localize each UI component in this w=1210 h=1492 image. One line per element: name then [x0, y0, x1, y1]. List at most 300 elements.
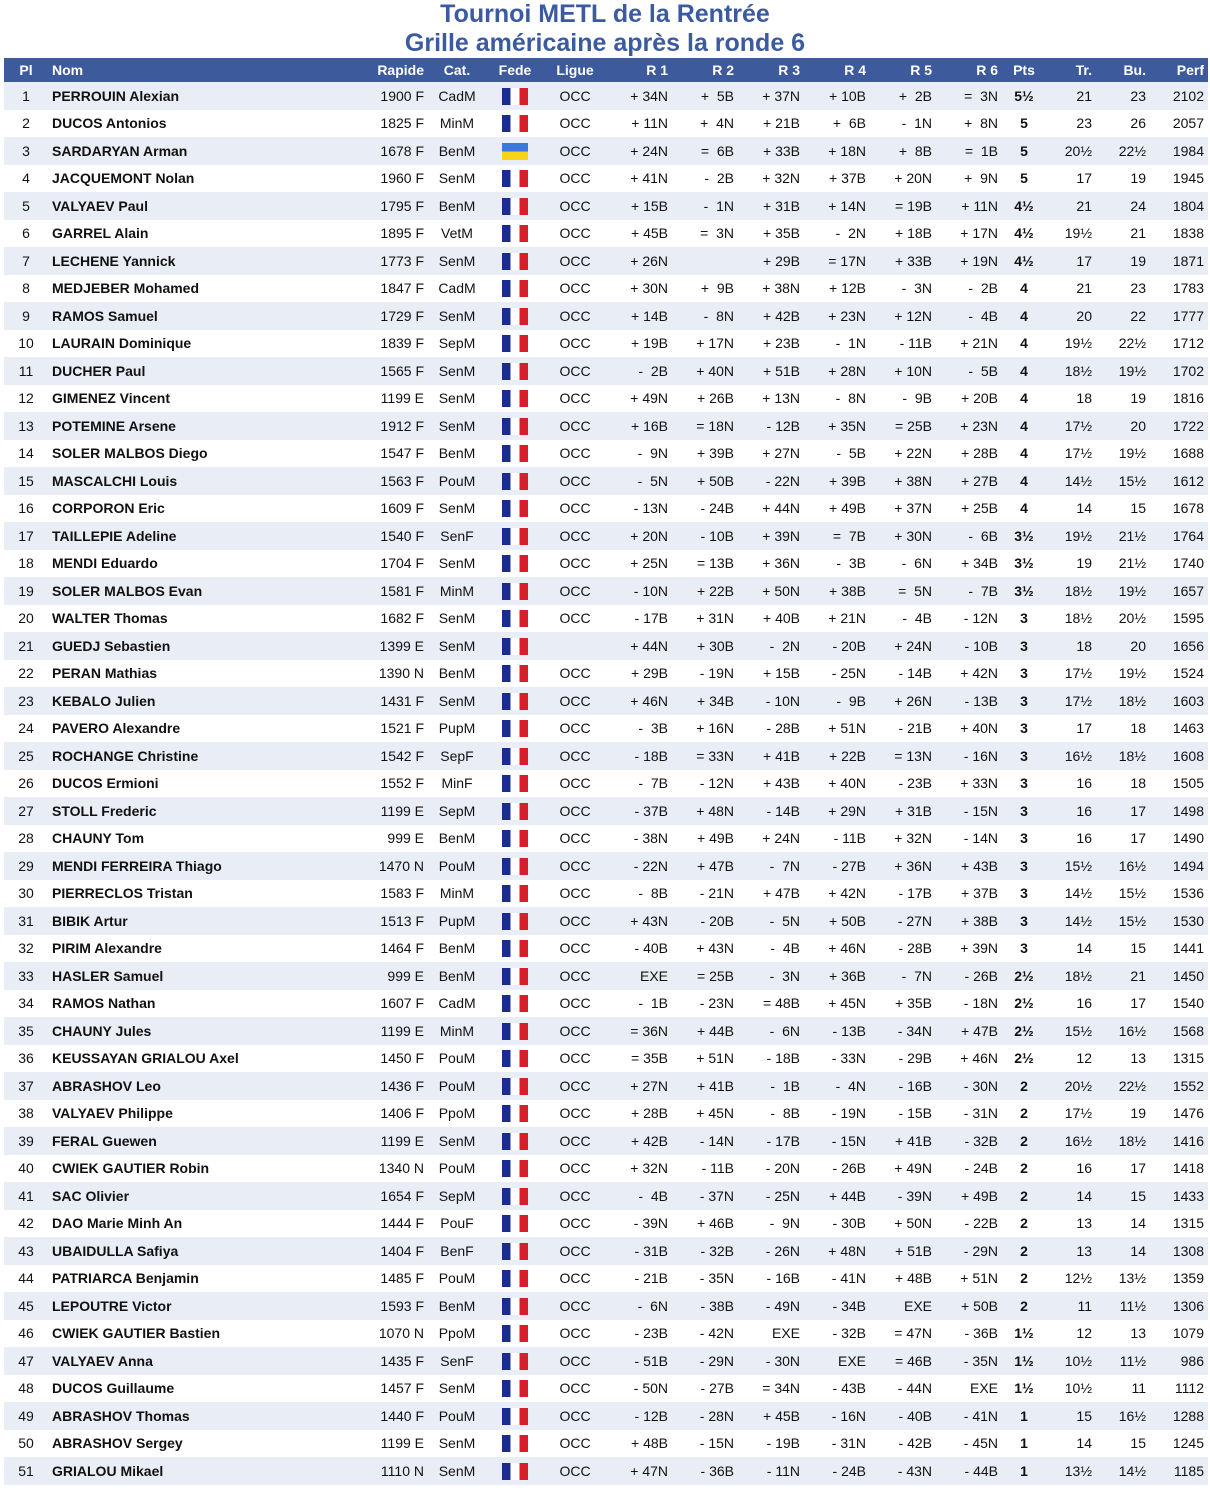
- performance-cell: 2057: [1150, 110, 1208, 138]
- name-cell: BIBIK Artur: [48, 907, 344, 935]
- tiebreak-bu-cell: 21½: [1096, 550, 1150, 578]
- table-row: [4, 1457, 1208, 1485]
- france-flag-icon: [502, 363, 528, 380]
- performance-cell: 1540: [1150, 990, 1208, 1018]
- performance-cell: 1871: [1150, 247, 1208, 275]
- round-6-cell: + 46N: [936, 1045, 1002, 1073]
- round-3-cell: + 36N: [738, 550, 804, 578]
- league-cell: OCC: [544, 990, 606, 1018]
- round-2-cell: + 49B: [672, 825, 738, 853]
- federation-cell: [486, 605, 544, 633]
- category-cell: SenM: [428, 495, 486, 523]
- tiebreak-bu-cell: 26: [1096, 110, 1150, 138]
- round-1-cell: - 17B: [606, 605, 672, 633]
- round-5-cell: - 3N: [870, 275, 936, 303]
- category-cell: BenM: [428, 1292, 486, 1320]
- rating-cell: 1609 F: [344, 495, 428, 523]
- rating-cell: 1583 F: [344, 880, 428, 908]
- table-row: [4, 220, 1208, 248]
- round-3-cell: + 29B: [738, 247, 804, 275]
- federation-cell: [486, 935, 544, 963]
- table-row: [4, 632, 1208, 660]
- col-header-nom[interactable]: Nom: [48, 58, 344, 82]
- col-header-bu[interactable]: Bu.: [1096, 58, 1150, 82]
- rank-cell: 4: [4, 165, 48, 193]
- category-cell: SenF: [428, 1347, 486, 1375]
- round-3-cell: + 44N: [738, 495, 804, 523]
- category-cell: BenM: [428, 825, 486, 853]
- france-flag-icon: [502, 1353, 528, 1370]
- points-cell: 4: [1002, 385, 1046, 413]
- france-flag-icon: [502, 583, 528, 600]
- league-cell: OCC: [544, 1237, 606, 1265]
- round-2-cell: + 9B: [672, 275, 738, 303]
- tiebreak-tr-cell: 18½: [1046, 962, 1096, 990]
- round-3-cell: - 9N: [738, 1210, 804, 1238]
- performance-cell: 1568: [1150, 1017, 1208, 1045]
- federation-cell: [486, 467, 544, 495]
- points-cell: 1: [1002, 1430, 1046, 1458]
- round-2-cell: + 43N: [672, 935, 738, 963]
- performance-cell: 1740: [1150, 550, 1208, 578]
- round-4-cell: + 51N: [804, 715, 870, 743]
- points-cell: 2: [1002, 1210, 1046, 1238]
- performance-cell: 1612: [1150, 467, 1208, 495]
- federation-cell: [486, 1237, 544, 1265]
- tiebreak-tr-cell: 12: [1046, 1045, 1096, 1073]
- round-4-cell: + 22B: [804, 742, 870, 770]
- category-cell: CadM: [428, 82, 486, 110]
- round-1-cell: + 24N: [606, 137, 672, 165]
- league-cell: OCC: [544, 852, 606, 880]
- table-row: [4, 935, 1208, 963]
- round-6-cell: - 31N: [936, 1100, 1002, 1128]
- tiebreak-tr-cell: 16: [1046, 797, 1096, 825]
- name-cell: CWIEK GAUTIER Bastien: [48, 1320, 344, 1348]
- france-flag-icon: [502, 968, 528, 985]
- tiebreak-tr-cell: 18½: [1046, 577, 1096, 605]
- points-cell: 4: [1002, 412, 1046, 440]
- points-cell: 5: [1002, 137, 1046, 165]
- col-header-rapide[interactable]: Rapide: [344, 58, 428, 82]
- round-4-cell: - 5B: [804, 440, 870, 468]
- tiebreak-bu-cell: 18½: [1096, 1127, 1150, 1155]
- round-1-cell: - 37B: [606, 797, 672, 825]
- table-row: [4, 880, 1208, 908]
- rating-cell: 1547 F: [344, 440, 428, 468]
- tiebreak-tr-cell: 17½: [1046, 412, 1096, 440]
- rating-cell: 1900 F: [344, 82, 428, 110]
- name-cell: CHAUNY Tom: [48, 825, 344, 853]
- category-cell: SenM: [428, 385, 486, 413]
- category-cell: PouF: [428, 1210, 486, 1238]
- round-1-cell: - 38N: [606, 825, 672, 853]
- round-3-cell: + 47B: [738, 880, 804, 908]
- name-cell: KEBALO Julien: [48, 687, 344, 715]
- round-2-cell: - 8N: [672, 302, 738, 330]
- rank-cell: 39: [4, 1127, 48, 1155]
- tiebreak-tr-cell: 17: [1046, 165, 1096, 193]
- performance-cell: 1112: [1150, 1375, 1208, 1403]
- france-flag-icon: [502, 693, 528, 710]
- rank-cell: 51: [4, 1457, 48, 1485]
- round-3-cell: - 20N: [738, 1155, 804, 1183]
- col-header-pl[interactable]: Pl: [4, 58, 48, 82]
- rank-cell: 41: [4, 1182, 48, 1210]
- round-2-cell: - 32B: [672, 1237, 738, 1265]
- category-cell: CadM: [428, 275, 486, 303]
- round-6-cell: - 14N: [936, 825, 1002, 853]
- points-cell: 4: [1002, 330, 1046, 358]
- tiebreak-bu-cell: 15: [1096, 1430, 1150, 1458]
- table-row: [4, 1292, 1208, 1320]
- name-cell: PERAN Mathias: [48, 660, 344, 688]
- tiebreak-bu-cell: 16½: [1096, 852, 1150, 880]
- league-cell: OCC: [544, 1127, 606, 1155]
- rank-cell: 28: [4, 825, 48, 853]
- tiebreak-bu-cell: 24: [1096, 192, 1150, 220]
- rank-cell: 7: [4, 247, 48, 275]
- round-5-cell: - 16B: [870, 1072, 936, 1100]
- round-2-cell: - 24B: [672, 495, 738, 523]
- league-cell: OCC: [544, 1265, 606, 1293]
- performance-cell: 1524: [1150, 660, 1208, 688]
- rating-cell: 1450 F: [344, 1045, 428, 1073]
- league-cell: OCC: [544, 1347, 606, 1375]
- points-cell: 1: [1002, 1402, 1046, 1430]
- tiebreak-tr-cell: 23: [1046, 110, 1096, 138]
- round-3-cell: EXE: [738, 1320, 804, 1348]
- round-5-cell: - 42B: [870, 1430, 936, 1458]
- performance-cell: 1418: [1150, 1155, 1208, 1183]
- col-header-cat[interactable]: Cat.: [428, 58, 486, 82]
- tiebreak-bu-cell: 23: [1096, 275, 1150, 303]
- performance-cell: 1315: [1150, 1210, 1208, 1238]
- round-3-cell: + 32N: [738, 165, 804, 193]
- round-5-cell: = 46B: [870, 1347, 936, 1375]
- federation-cell: [486, 907, 544, 935]
- league-cell: OCC: [544, 385, 606, 413]
- table-row: [4, 1430, 1208, 1458]
- france-flag-icon: [502, 555, 528, 572]
- round-3-cell: - 3N: [738, 962, 804, 990]
- round-4-cell: + 29N: [804, 797, 870, 825]
- tiebreak-tr-cell: 20: [1046, 302, 1096, 330]
- points-cell: 2: [1002, 1265, 1046, 1293]
- league-cell: OCC: [544, 1182, 606, 1210]
- table-row: [4, 82, 1208, 110]
- federation-cell: [486, 880, 544, 908]
- round-6-cell: - 22B: [936, 1210, 1002, 1238]
- tiebreak-tr-cell: 16: [1046, 825, 1096, 853]
- name-cell: RAMOS Samuel: [48, 302, 344, 330]
- rank-cell: 17: [4, 522, 48, 550]
- round-5-cell: + 37N: [870, 495, 936, 523]
- federation-cell: [486, 742, 544, 770]
- round-5-cell: + 48B: [870, 1265, 936, 1293]
- round-3-cell: - 26N: [738, 1237, 804, 1265]
- table-row: [4, 990, 1208, 1018]
- tiebreak-tr-cell: 14: [1046, 1182, 1096, 1210]
- round-6-cell: - 10B: [936, 632, 1002, 660]
- league-cell: OCC: [544, 522, 606, 550]
- category-cell: SenM: [428, 605, 486, 633]
- table-row: [4, 660, 1208, 688]
- france-flag-icon: [502, 253, 528, 270]
- round-3-cell: - 17B: [738, 1127, 804, 1155]
- tiebreak-tr-cell: 18: [1046, 632, 1096, 660]
- round-4-cell: + 18N: [804, 137, 870, 165]
- rating-cell: 999 E: [344, 825, 428, 853]
- round-6-cell: + 34B: [936, 550, 1002, 578]
- tiebreak-tr-cell: 14: [1046, 495, 1096, 523]
- points-cell: 2: [1002, 1072, 1046, 1100]
- points-cell: 3: [1002, 770, 1046, 798]
- round-3-cell: - 12B: [738, 412, 804, 440]
- round-5-cell: + 36N: [870, 852, 936, 880]
- round-4-cell: + 49B: [804, 495, 870, 523]
- rank-cell: 1: [4, 82, 48, 110]
- round-2-cell: - 19N: [672, 660, 738, 688]
- category-cell: BenM: [428, 660, 486, 688]
- league-cell: OCC: [544, 935, 606, 963]
- france-flag-icon: [502, 1215, 528, 1232]
- points-cell: 3: [1002, 632, 1046, 660]
- col-header-fede[interactable]: Fede: [486, 58, 544, 82]
- france-flag-icon: [502, 1160, 528, 1177]
- round-5-cell: = 47N: [870, 1320, 936, 1348]
- col-header-perf[interactable]: Perf: [1150, 58, 1208, 82]
- points-cell: 2½: [1002, 990, 1046, 1018]
- tiebreak-bu-cell: 17: [1096, 825, 1150, 853]
- round-4-cell: - 15N: [804, 1127, 870, 1155]
- league-cell: OCC: [544, 110, 606, 138]
- name-cell: PIERRECLOS Tristan: [48, 880, 344, 908]
- col-header-ligue[interactable]: Ligue: [544, 58, 606, 82]
- table-row: [4, 522, 1208, 550]
- rank-cell: 21: [4, 632, 48, 660]
- points-cell: 2: [1002, 1292, 1046, 1320]
- rank-cell: 19: [4, 577, 48, 605]
- rank-cell: 42: [4, 1210, 48, 1238]
- rank-cell: 20: [4, 605, 48, 633]
- tiebreak-tr-cell: 16½: [1046, 742, 1096, 770]
- round-5-cell: - 9B: [870, 385, 936, 413]
- performance-cell: 1079: [1150, 1320, 1208, 1348]
- col-header-r1[interactable]: R 1: [606, 58, 672, 82]
- category-cell: PpoM: [428, 1100, 486, 1128]
- rank-cell: 5: [4, 192, 48, 220]
- name-cell: HASLER Samuel: [48, 962, 344, 990]
- france-flag-icon: [502, 1435, 528, 1452]
- name-cell: SARDARYAN Arman: [48, 137, 344, 165]
- rating-cell: 1678 F: [344, 137, 428, 165]
- points-cell: 3½: [1002, 550, 1046, 578]
- name-cell: DAO Marie Minh An: [48, 1210, 344, 1238]
- col-header-r2[interactable]: R 2: [672, 58, 738, 82]
- round-1-cell: - 9N: [606, 440, 672, 468]
- col-header-r4[interactable]: R 4: [804, 58, 870, 82]
- round-1-cell: - 12B: [606, 1402, 672, 1430]
- performance-cell: 2102: [1150, 82, 1208, 110]
- points-cell: 1½: [1002, 1375, 1046, 1403]
- rating-cell: 1593 F: [344, 1292, 428, 1320]
- round-4-cell: - 4N: [804, 1072, 870, 1100]
- category-cell: SenM: [428, 165, 486, 193]
- round-2-cell: + 31N: [672, 605, 738, 633]
- round-4-cell: + 23N: [804, 302, 870, 330]
- federation-cell: [486, 1155, 544, 1183]
- round-2-cell: + 22B: [672, 577, 738, 605]
- round-6-cell: + 43B: [936, 852, 1002, 880]
- name-cell: CWIEK GAUTIER Robin: [48, 1155, 344, 1183]
- league-cell: OCC: [544, 220, 606, 248]
- round-5-cell: + 41B: [870, 1127, 936, 1155]
- category-cell: SenM: [428, 357, 486, 385]
- table-row: [4, 385, 1208, 413]
- name-cell: DUCHER Paul: [48, 357, 344, 385]
- round-4-cell: + 45N: [804, 990, 870, 1018]
- round-2-cell: + 48N: [672, 797, 738, 825]
- federation-cell: [486, 577, 544, 605]
- rank-cell: 3: [4, 137, 48, 165]
- round-3-cell: - 18B: [738, 1045, 804, 1073]
- round-2-cell: - 14N: [672, 1127, 738, 1155]
- round-6-cell: + 20B: [936, 385, 1002, 413]
- rank-cell: 29: [4, 852, 48, 880]
- round-1-cell: - 23B: [606, 1320, 672, 1348]
- round-4-cell: - 30B: [804, 1210, 870, 1238]
- table-row: [4, 907, 1208, 935]
- col-header-r3[interactable]: R 3: [738, 58, 804, 82]
- round-3-cell: - 4B: [738, 935, 804, 963]
- tiebreak-tr-cell: 16: [1046, 1155, 1096, 1183]
- table-row: [4, 1045, 1208, 1073]
- col-header-r5[interactable]: R 5: [870, 58, 936, 82]
- col-header-tr[interactable]: Tr.: [1046, 58, 1096, 82]
- round-6-cell: - 45N: [936, 1430, 1002, 1458]
- category-cell: MinM: [428, 1017, 486, 1045]
- performance-cell: 1816: [1150, 385, 1208, 413]
- rating-cell: 1464 F: [344, 935, 428, 963]
- round-3-cell: - 11N: [738, 1457, 804, 1485]
- performance-cell: 1245: [1150, 1430, 1208, 1458]
- points-cell: 3: [1002, 852, 1046, 880]
- category-cell: SenM: [428, 1375, 486, 1403]
- round-4-cell: + 37B: [804, 165, 870, 193]
- performance-cell: 1288: [1150, 1402, 1208, 1430]
- round-2-cell: = 13B: [672, 550, 738, 578]
- name-cell: GIMENEZ Vincent: [48, 385, 344, 413]
- col-header-pts[interactable]: Pts: [1002, 58, 1046, 82]
- round-2-cell: = 6B: [672, 137, 738, 165]
- league-cell: OCC: [544, 1045, 606, 1073]
- col-header-r6[interactable]: R 6: [936, 58, 1002, 82]
- category-cell: PouM: [428, 1265, 486, 1293]
- round-1-cell: - 39N: [606, 1210, 672, 1238]
- round-2-cell: - 29N: [672, 1347, 738, 1375]
- france-flag-icon: [502, 198, 528, 215]
- performance-cell: 1433: [1150, 1182, 1208, 1210]
- rating-cell: 1895 F: [344, 220, 428, 248]
- federation-cell: [486, 962, 544, 990]
- tiebreak-tr-cell: 11: [1046, 1292, 1096, 1320]
- federation-cell: [486, 137, 544, 165]
- rating-cell: 1406 F: [344, 1100, 428, 1128]
- standings-body: [4, 82, 1208, 1485]
- tiebreak-bu-cell: 18½: [1096, 742, 1150, 770]
- round-1-cell: - 4B: [606, 1182, 672, 1210]
- round-6-cell: - 7B: [936, 577, 1002, 605]
- points-cell: 4½: [1002, 247, 1046, 275]
- rating-cell: 1960 F: [344, 165, 428, 193]
- france-flag-icon: [502, 225, 528, 242]
- tiebreak-bu-cell: 22½: [1096, 330, 1150, 358]
- league-cell: OCC: [544, 137, 606, 165]
- round-6-cell: + 40N: [936, 715, 1002, 743]
- round-3-cell: + 40B: [738, 605, 804, 633]
- federation-cell: [486, 1375, 544, 1403]
- rating-cell: 1542 F: [344, 742, 428, 770]
- round-6-cell: + 47B: [936, 1017, 1002, 1045]
- tiebreak-bu-cell: 19½: [1096, 357, 1150, 385]
- name-cell: SAC Olivier: [48, 1182, 344, 1210]
- category-cell: SenM: [428, 302, 486, 330]
- points-cell: 3½: [1002, 577, 1046, 605]
- points-cell: 3: [1002, 687, 1046, 715]
- round-4-cell: + 50B: [804, 907, 870, 935]
- round-2-cell: - 42N: [672, 1320, 738, 1348]
- federation-cell: [486, 247, 544, 275]
- league-cell: OCC: [544, 577, 606, 605]
- points-cell: 2½: [1002, 1017, 1046, 1045]
- category-cell: CadM: [428, 990, 486, 1018]
- round-1-cell: - 22N: [606, 852, 672, 880]
- federation-cell: [486, 1347, 544, 1375]
- rank-cell: 8: [4, 275, 48, 303]
- rank-cell: 14: [4, 440, 48, 468]
- rating-cell: 1795 F: [344, 192, 428, 220]
- tiebreak-tr-cell: 14½: [1046, 880, 1096, 908]
- rating-cell: 1825 F: [344, 110, 428, 138]
- federation-cell: [486, 1100, 544, 1128]
- tiebreak-tr-cell: 20½: [1046, 1072, 1096, 1100]
- name-cell: LAURAIN Dominique: [48, 330, 344, 358]
- round-3-cell: - 28B: [738, 715, 804, 743]
- category-cell: SenM: [428, 632, 486, 660]
- performance-cell: 1530: [1150, 907, 1208, 935]
- table-row: [4, 852, 1208, 880]
- league-cell: OCC: [544, 275, 606, 303]
- rank-cell: 24: [4, 715, 48, 743]
- france-flag-icon: [502, 170, 528, 187]
- rating-cell: 1457 F: [344, 1375, 428, 1403]
- round-2-cell: - 28N: [672, 1402, 738, 1430]
- tiebreak-tr-cell: 20½: [1046, 137, 1096, 165]
- name-cell: DUCOS Ermioni: [48, 770, 344, 798]
- round-5-cell: - 1N: [870, 110, 936, 138]
- rank-cell: 12: [4, 385, 48, 413]
- league-cell: OCC: [544, 412, 606, 440]
- points-cell: 4: [1002, 440, 1046, 468]
- france-flag-icon: [502, 1078, 528, 1095]
- round-5-cell: + 38N: [870, 467, 936, 495]
- round-5-cell: - 44N: [870, 1375, 936, 1403]
- performance-cell: 1945: [1150, 165, 1208, 193]
- name-cell: ABRASHOV Leo: [48, 1072, 344, 1100]
- table-row: [4, 1320, 1208, 1348]
- round-4-cell: + 39B: [804, 467, 870, 495]
